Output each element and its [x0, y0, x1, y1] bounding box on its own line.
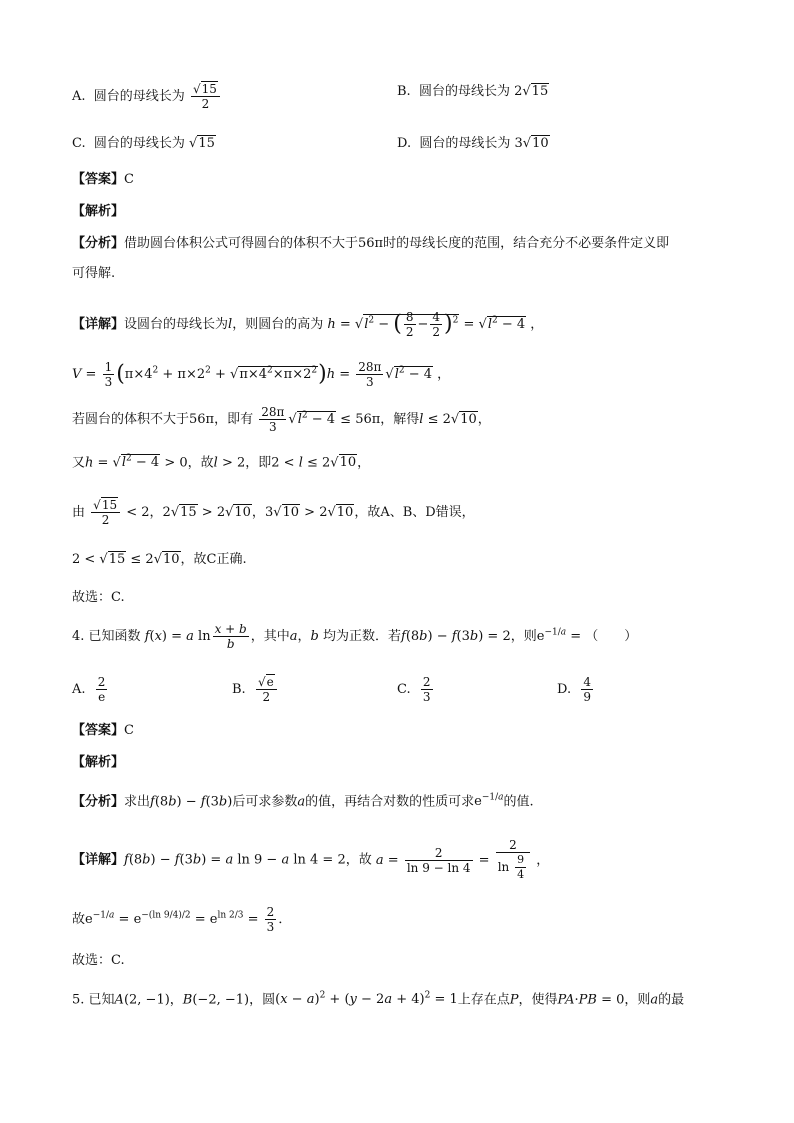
math: A(2, −1) — [114, 992, 170, 1008]
option-text: 圆台的母线长为 — [418, 84, 510, 99]
q3-option-c — [72, 134, 216, 154]
math: V = $\frac{1}{3}$ $(\pi\times 4^2 + \pi\times 2^2 + √\pi\times 4^2\times\pi\times 2^2)h$ = $\frac{28\pi}{3}$ $√l^2 - 4$ ， — [72, 360, 451, 389]
math: $e^{-1/a} = e^{-(ln 9/4)/2} = e^{ln 2/3}$ = $\frac{2}{3}$ ． — [85, 905, 292, 934]
math: 2√15 > 2√10 — [162, 505, 251, 520]
math: f(8b) − f(3b) — [150, 794, 233, 810]
q3-fenxi-1 — [72, 234, 669, 254]
q4-option-c — [397, 675, 435, 704]
math: $\frac{√e}{2}$ — [256, 675, 277, 704]
answer-value: C — [124, 172, 134, 187]
math: $\frac{2}{3}$ — [422, 675, 431, 704]
math: l — [228, 317, 233, 332]
math: $\frac{√15}{2}$ — [191, 82, 220, 111]
math: f(x) = a ln $\frac{x + b}{b}$ — [144, 622, 247, 651]
fenxi-text: 借助圆台体积公式可得圆台的体积不大于56π时的母线长度的范围，结合充分不必要条件定义即 — [124, 236, 670, 251]
math: B(−2, −1) — [182, 992, 250, 1008]
option-label: D. — [557, 682, 572, 697]
text: 故 — [72, 912, 86, 927]
math: l ≤ 2√10 — [419, 412, 477, 427]
math: f(8b) − f(3b) = 2 — [401, 629, 511, 644]
text: 的值，再结合对数的性质可求 — [305, 794, 475, 810]
math: f(8b) − f(3b) = a ln 9 − a ln 4 = 2 — [124, 852, 346, 868]
text: ， — [477, 412, 491, 427]
math: l > 2 — [213, 455, 246, 471]
q4-option-d — [557, 675, 595, 704]
text: 又 — [72, 455, 86, 471]
math: $e^{-1/a}$ — [474, 793, 504, 810]
fenxi-tag: 【分析】 — [72, 794, 125, 810]
math: $h = √l^2 - 4 > 0$ — [85, 454, 188, 471]
text: ，故C正确. — [180, 552, 247, 567]
text: 的最 — [658, 992, 685, 1008]
math: 2 < l ≤ 2√10 — [271, 455, 357, 471]
q5-stem: 5. 已知A(2, −1)，B(−2, −1)，圆$(x - a)^2 + (y - 2a + 4)^2 = 1$上存在点P，使得PA·PB = 0，则a的最 — [72, 991, 685, 1008]
text: 上存在点 — [457, 992, 510, 1008]
text: 由 — [72, 505, 86, 520]
math: √15 — [189, 136, 215, 151]
math: $\frac{√15}{2}$ < 2 — [93, 498, 150, 527]
q4-choose: 故选：C. — [72, 953, 125, 968]
text: ，故 — [187, 455, 214, 471]
text: ，则 — [510, 629, 537, 644]
text: ， — [251, 505, 265, 520]
q4-xiangjie — [72, 838, 549, 882]
q3-fenxi-2: 可得解. — [72, 266, 116, 281]
option-label: C. — [72, 136, 86, 151]
math: P — [509, 992, 519, 1008]
text: （ ） — [585, 629, 638, 644]
q3-jiexi: 【解析】 — [72, 204, 125, 219]
q3-option-a — [72, 82, 222, 111]
q3-by — [72, 498, 475, 527]
math: $\frac{4}{9}$ — [583, 675, 591, 704]
math: $\frac{28\pi}{3}$ $√l^2 - 4 \le 56\pi$ — [261, 405, 381, 434]
q4-gu — [72, 905, 291, 934]
math: b — [310, 629, 319, 644]
fenxi-tag: 【分析】 — [72, 236, 125, 251]
q3-answer — [72, 170, 134, 190]
text: 的值. — [503, 794, 534, 810]
option-label: B. — [232, 682, 246, 697]
q4-jiexi: 【解析】 — [72, 755, 125, 770]
math: 2√15 — [514, 84, 549, 99]
q4-answer — [72, 721, 134, 741]
text: 若圆台的体积不大于56π，即有 — [72, 412, 254, 427]
answer-tag: 【答案】 — [72, 172, 125, 187]
q4-fenxi — [72, 788, 534, 812]
math: $\frac{2}{e}$ — [97, 675, 106, 704]
q3-choose: 故选：C. — [72, 590, 125, 605]
option-label: B. — [397, 84, 411, 99]
text: ， — [149, 505, 163, 520]
text: 均为正数．若 — [323, 629, 402, 644]
math: a — [650, 992, 659, 1008]
q4-option-b — [232, 675, 279, 704]
option-label: D. — [397, 136, 412, 151]
q4-option-a — [72, 675, 109, 704]
q4-stem: 4. 已知函数 f(x) = a ln $\frac{x + b}{b}$ ，其中a，b 均为正数．若f(8b) − f(3b) = 2，则$e^{-1/a}$ = （ ） — [72, 622, 638, 651]
math: $h = √l^2$ − ( $\frac{8}{2}$ − $\frac{4}{2}$ )$^2 = √l^2 - 4$ ， — [327, 310, 544, 339]
text: ， — [357, 455, 371, 471]
math: 2 < √15 ≤ 2√10 — [72, 552, 180, 567]
text: 求出 — [124, 794, 151, 810]
text: ，其中 — [250, 629, 290, 644]
answer-value: C — [124, 723, 134, 738]
text: ，故A、B、D错误， — [354, 505, 475, 520]
math: a — [289, 629, 298, 644]
text: ，解得 — [380, 412, 420, 427]
math: $(x - a)^2 + (y - 2a + 4)^2 = 1$ — [275, 991, 458, 1008]
math: a — [297, 794, 306, 810]
xiangjie-tag: 【详解】 — [72, 317, 125, 332]
q3-you — [72, 449, 370, 473]
q3-if — [72, 405, 491, 434]
text: ，则圆台的高为 — [232, 317, 324, 332]
option-text: 圆台的母线长为 — [419, 136, 511, 151]
math: 3√10 > 2√10 — [264, 505, 354, 520]
text: ，则 — [624, 992, 651, 1008]
text: 5. 已知 — [72, 992, 115, 1008]
text: 后可求参数 — [232, 794, 298, 810]
math: $e^{-1/a}$ = — [536, 627, 582, 644]
text: ，使得 — [518, 992, 558, 1008]
text: 4. 已知函数 — [72, 629, 141, 644]
xiangjie-tag: 【详解】 — [72, 852, 125, 868]
option-text: 圆台的母线长为 — [93, 136, 185, 151]
q3-xiangjie — [72, 310, 543, 339]
option-label: A. — [72, 682, 86, 697]
math: 3√10 — [514, 136, 549, 151]
q3-option-b — [397, 82, 549, 102]
text: ，即 — [245, 455, 272, 471]
option-label: C. — [397, 682, 411, 697]
q3-option-d — [397, 134, 550, 154]
q3-correct — [72, 550, 247, 570]
text: 设圆台的母线长为 — [124, 317, 229, 332]
text: ，圆 — [249, 992, 276, 1008]
text: ，故 — [345, 852, 372, 868]
option-text: 圆台的母线长为 — [93, 89, 185, 104]
answer-tag: 【答案】 — [72, 723, 125, 738]
option-label: A. — [72, 89, 86, 104]
math: PA·PB = 0 — [557, 992, 625, 1008]
math: a = $\frac{2}{\ln 9 - \ln 4}$ = 2 ln $\frac{9}{4}$ ， — [375, 838, 550, 881]
q3-volume — [72, 360, 450, 389]
